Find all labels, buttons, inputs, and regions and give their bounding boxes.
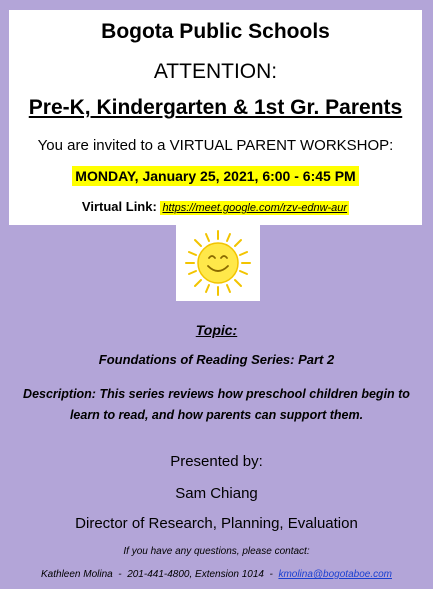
presented-by-label: Presented by: (170, 453, 263, 470)
attention-heading: ATTENTION: (153, 60, 278, 83)
presenter-role: Director of Research, Planning, Evaluation (75, 515, 358, 532)
datetime-row (9, 166, 422, 186)
smiling-sun-icon (176, 225, 260, 301)
contact-email-link[interactable]: kmolina@bogotaboe.com (278, 569, 392, 580)
virtual-link-url[interactable]: https://meet.google.com/rzv-ednw-aur (162, 202, 348, 214)
sun-image (176, 225, 260, 301)
virtual-link-row (9, 199, 422, 214)
questions-text: If you have any questions, please contact: (123, 546, 310, 557)
invitation-text: You are invited to a VIRTUAL PARENT WORKSHOP: (37, 137, 394, 154)
series-title: Foundations of Reading Series: Part 2 (98, 352, 335, 367)
contact-separator: - (118, 569, 122, 580)
school-name: Bogota Public Schools (101, 20, 330, 43)
contact-separator: - (269, 569, 273, 580)
presenter-name: Sam Chiang (175, 485, 258, 502)
audience-heading: Pre-K, Kindergarten & 1st Gr. Parents (28, 96, 403, 119)
description-text: Description: This series reviews how preschool children begin to learn to read, and how parents can support them. (23, 387, 410, 422)
header-panel (9, 10, 422, 225)
contact-line (0, 569, 433, 580)
event-datetime: MONDAY, January 25, 2021, 6:00 - 6:45 PM (72, 166, 358, 186)
virtual-link-label: Virtual Link: (81, 199, 157, 214)
contact-name: Kathleen Molina (41, 569, 113, 580)
contact-phone: 201-441-4800, Extension 1014 (127, 569, 264, 580)
topic-label: Topic: (195, 322, 238, 338)
